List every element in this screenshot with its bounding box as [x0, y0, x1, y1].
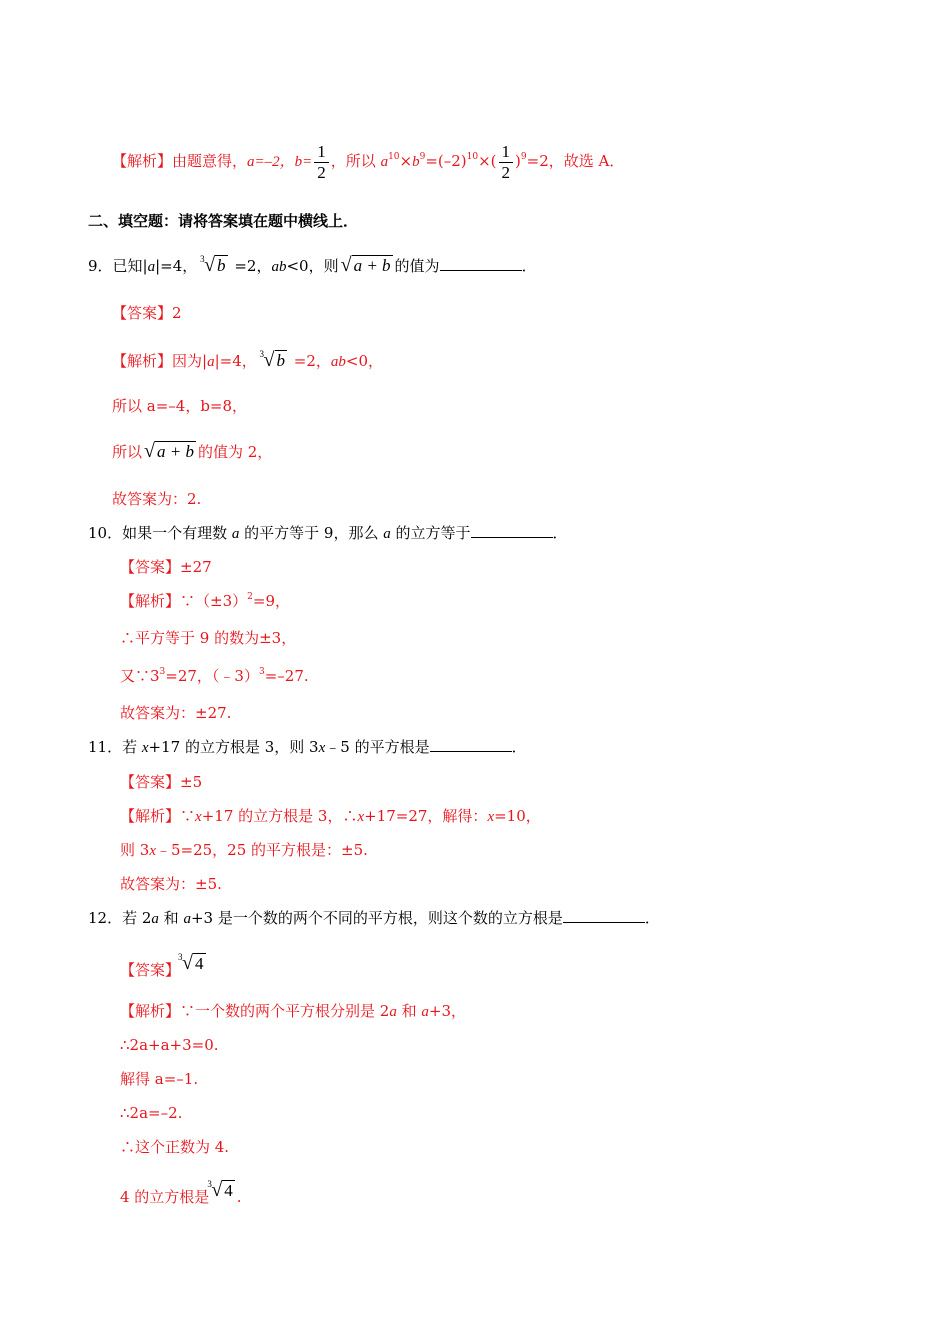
q9-answer: 【答案】2 [112, 304, 182, 322]
q12-answer: 【答案】 3 √ 4 [120, 945, 208, 988]
q11-stem: 11．若 x+17 的立方根是 3，则 3x﹣5 的平方根是 ． [88, 738, 527, 756]
q9-stem: 9．已知|a|=4， 3 √ b =2，ab<0，则 √ a + b 的值为 ． [88, 248, 537, 284]
q12-analysis-5: ∴这个正数为 4. [120, 1138, 230, 1156]
q12-analysis-6: 4 的立方根是 3 √ 4 . [120, 1172, 242, 1215]
q9-analysis-4: 故答案为：2. [112, 490, 202, 508]
q10-answer: 【答案】±27 [120, 558, 212, 576]
cube-root-b: 3 √ b [200, 254, 226, 276]
answer-blank [440, 256, 522, 271]
analysis-tag: 【解析】 [112, 152, 173, 170]
q12-analysis-2: ∴2a+a+3=0. [120, 1036, 219, 1054]
answer-blank [471, 523, 553, 538]
q11-analysis-1: 【解析】∵x+17 的立方根是 3，∴x+17=27，解得：x=10， [120, 807, 541, 825]
sqrt-a-plus-b: √ a + b [340, 254, 391, 276]
fraction-half-2: $\frac{1}{2}$ [499, 142, 514, 183]
section-title: 二、填空题：请将答案填在题中横线上． [88, 212, 359, 230]
sqrt-a-plus-b-2: √ a + b [144, 440, 194, 462]
q8-analysis: 【解析】由题意得，a=–2，b= $\frac{1}{2}$ ，所以 $a^{10}\times b^9=(-2)^{10}\times$( $\frac{1}{2}$ )$^9$=2，故选 A． [112, 141, 625, 182]
q11-analysis-2: 则 3x﹣5=25，25 的平方根是：±5. [120, 841, 368, 859]
q11-answer: 【答案】±5 [120, 773, 203, 791]
q9-analysis-2: 所以 a=–4，b=8， [112, 397, 248, 415]
answer-blank [563, 908, 645, 923]
q9-analysis-1: 【解析】因为|a|=4， 3 √ b =2，ab<0， [112, 343, 383, 379]
q10-analysis-1: 【解析】$\because(\pm 3)^2=9$， [120, 592, 290, 610]
q10-analysis-2: ∴平方等于 9 的数为±3， [120, 629, 297, 647]
cube-root-b-2: 3 √ b [259, 349, 286, 371]
cube-root-4: 3 √ 4 [178, 952, 204, 974]
q10-analysis-3: 又$\because 3^3=27$，（﹣3）$^3$=–27. [120, 667, 309, 685]
answer-blank [430, 737, 512, 752]
q12-analysis-4: ∴2a=–2. [120, 1104, 183, 1122]
q12-analysis-1: 【解析】∵一个数的两个平方根分别是 2a 和 a+3， [120, 1002, 467, 1020]
q10-analysis-4: 故答案为：±27. [120, 704, 232, 722]
fraction-half: $\frac{1}{2}$ [314, 142, 329, 183]
q12-stem: 12．若 2a 和 a+3 是一个数的两个不同的平方根，则这个数的立方根是 ． [88, 909, 660, 927]
q12-analysis-3: 解得 a=–1. [120, 1070, 199, 1088]
q10-stem: 10．如果一个有理数 a 的平方等于 9，那么 a 的立方等于 ． [88, 524, 568, 542]
cube-root-4-2: 3 √ 4 [207, 1179, 233, 1201]
q11-analysis-3: 故答案为：±5. [120, 875, 222, 893]
q9-analysis-3: 所以 √ a + b 的值为 2， [112, 433, 272, 470]
